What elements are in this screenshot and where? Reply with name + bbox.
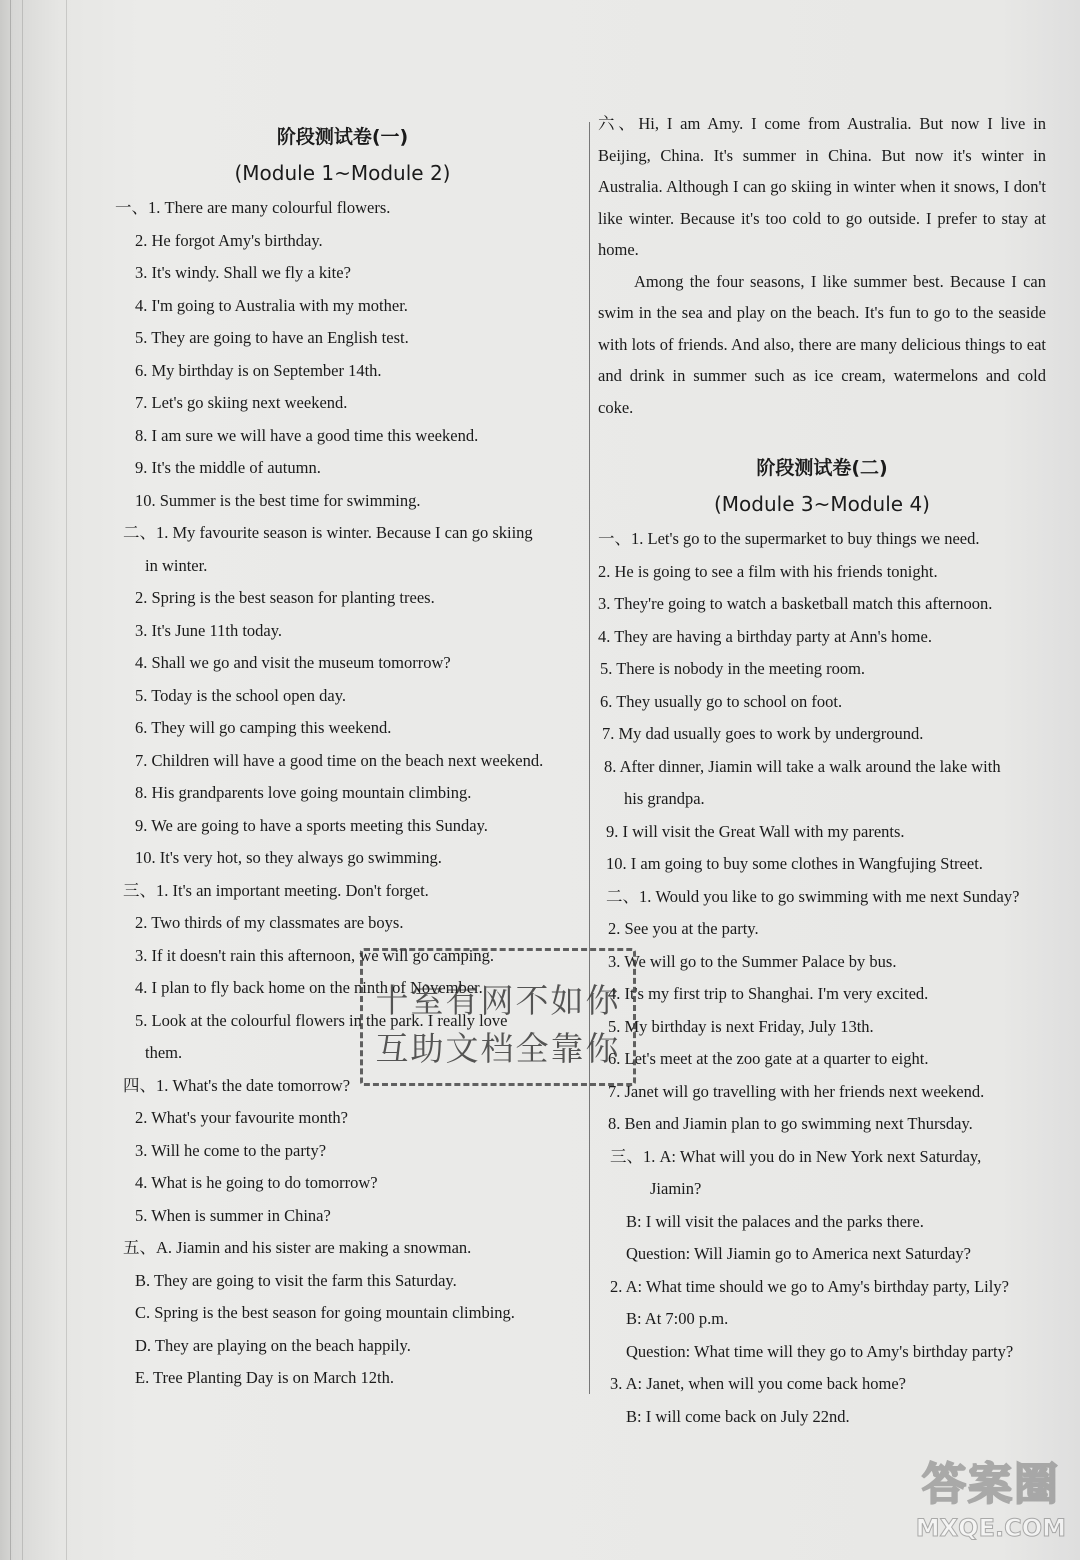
answer-line: 9. It's the middle of autumn. (135, 458, 321, 477)
answer-line: 7. Let's go skiing next weekend. (135, 393, 348, 412)
answer-line: Jiamin? (650, 1179, 702, 1198)
answer-line: his grandpa. (624, 789, 705, 808)
answer-line: 一、1. Let's go to the supermarket to buy things we need. (598, 529, 980, 548)
answer-line: 四、1. What's the date tomorrow? (123, 1075, 351, 1095)
section-subtitle: (Module 3~Module 4) (714, 492, 930, 516)
binding-edge (22, 0, 23, 1560)
answer-line: 6. They will go camping this weekend. (135, 718, 392, 737)
answer-line: 二、1. Would you like to go swimming with me next Sunday? (606, 886, 1020, 906)
answer-line: C. Spring is the best season for going mountain climbing. (135, 1303, 515, 1322)
stamp-text: 互助文档全靠你 (375, 1029, 621, 1068)
site-watermark (896, 1448, 1066, 1548)
answer-line: Question: Will Jiamin go to America next Saturday? (626, 1244, 972, 1263)
answer-line: 5. They are going to have an English test. (135, 328, 409, 347)
right-column (598, 108, 1046, 1433)
answer-line: B: I will visit the palaces and the parks there. (626, 1211, 924, 1231)
answer-line: 2. He is going to see a film with his friends tonight. (598, 561, 938, 581)
answer-line: 3. Will he come to the party? (135, 1140, 327, 1160)
answer-line: 2. He forgot Amy's birthday. (135, 230, 323, 250)
answer-line: them. (145, 1043, 183, 1062)
left-column (115, 120, 570, 1395)
answer-line: 9. I will visit the Great Wall with my parents. (606, 821, 905, 841)
answer-line: 6. Let's meet at the zoo gate at a quarter to eight. (608, 1049, 929, 1068)
answer-line: 7. Children will have a good time on the beach next weekend. (135, 750, 544, 770)
answer-line: 7. Janet will go travelling with her friends next weekend. (608, 1081, 985, 1101)
answer-line: 2. See you at the party. (608, 919, 759, 938)
answer-line: 5. There is nobody in the meeting room. (600, 659, 866, 678)
answer-line: 3. A: Janet, when will you come back home? (610, 1374, 907, 1393)
answer-line: 三、1. A: What will you do in New York next Saturday, (610, 1146, 982, 1166)
answer-line: 2. What's your favourite month? (135, 1108, 348, 1127)
answer-line: 10. I am going to buy some clothes in Wangfujing Street. (606, 854, 983, 873)
answer-line: 8. Ben and Jiamin plan to go swimming next Thursday. (608, 1114, 973, 1133)
answer-line: 3. We will go to the Summer Palace by bus. (608, 951, 897, 971)
answer-line: 9. We are going to have a sports meeting this Sunday. (135, 815, 488, 835)
answer-line: 五、A. Jiamin and his sister are making a snowman. (123, 1238, 472, 1257)
reading-passage (598, 108, 1046, 423)
answer-line: 3. They're going to watch a basketball match this afternoon. (598, 594, 993, 613)
answer-line: 5. When is summer in China? (135, 1205, 331, 1225)
answer-line: B: I will come back on July 22nd. (626, 1406, 850, 1426)
answer-line: B. They are going to visit the farm this Saturday. (135, 1270, 457, 1290)
answer-line: 2. Spring is the best season for planting trees. (135, 588, 435, 607)
answer-line: 5. Look at the colourful flowers in the park. I really love (135, 1010, 508, 1030)
column-divider (589, 122, 590, 1394)
watermark-logo: 答案圈 (922, 1459, 1060, 1510)
answer-line: 3. It's windy. Shall we fly a kite? (135, 263, 351, 282)
section-subtitle: (Module 1~Module 2) (234, 161, 451, 185)
answer-line: 2. Two thirds of my classmates are boys. (135, 913, 404, 932)
answer-line: 二、1. My favourite season is winter. Because I can go skiing (123, 523, 533, 542)
answer-line: 5. Today is the school open day. (135, 685, 347, 705)
answer-line: 8. After dinner, Jiamin will take a walk around the lake with (604, 756, 1001, 776)
answer-line: 4. What is he going to do tomorrow? (135, 1173, 378, 1192)
answer-line: 3. It's June 11th today. (135, 620, 283, 640)
binding-edge (10, 0, 11, 1560)
answer-line: 10. Summer is the best time for swimming. (135, 490, 421, 510)
answer-line: 4. I plan to fly back home on the ninth of November. (135, 978, 483, 997)
answer-line: E. Tree Planting Day is on March 12th. (135, 1368, 394, 1387)
answer-line: 5. My birthday is next Friday, July 13th. (608, 1016, 874, 1036)
passage-paragraph: 六、Hi, I am Amy. I come from Australia. But now I live in Beijing, China. It's summer in China. But now it's winter in Australia. Although I can go skiing in winter when it snows, I don't like winter. Because it's too cold to go outside. I prefer to stay at home. (598, 114, 1046, 259)
binding-edge (66, 0, 67, 1560)
section-title: 阶段测试卷(一) (276, 126, 409, 148)
stamp-text: 十室有网不如你 (375, 981, 621, 1020)
answer-line: 三、1. It's an important meeting. Don't forget. (123, 880, 429, 900)
answer-line: D. They are playing on the beach happily. (135, 1335, 411, 1355)
passage-paragraph: Among the four seasons, I like summer best. Because I can swim in the sea and play on the beach. It's fun to go to the seaside with lots of friends. And also, there are many delicious things to eat and drink in summer such as ice cream, watermelons and cold coke. (598, 271, 1046, 417)
answer-line: 3. If it doesn't rain this afternoon, we will go camping. (135, 945, 495, 965)
answer-line: 8. His grandparents love going mountain climbing. (135, 783, 472, 802)
answer-line: 4. Shall we go and visit the museum tomorrow? (135, 653, 451, 672)
answer-line: B: At 7:00 p.m. (626, 1309, 729, 1328)
answer-line: 6. They usually go to school on foot. (600, 691, 843, 711)
section-title: 阶段测试卷(二) (756, 457, 888, 479)
answer-line: 2. A: What time should we go to Amy's birthday party, Lily? (610, 1276, 1009, 1296)
answer-line: 4. I'm going to Australia with my mother. (135, 295, 408, 315)
watermark-url: MXQE.COM (915, 1514, 1066, 1542)
answer-line: 10. It's very hot, so they always go swimming. (135, 848, 442, 867)
answer-line: 8. I am sure we will have a good time this weekend. (135, 425, 479, 445)
answer-line: 4. They are having a birthday party at Ann's home. (598, 626, 932, 646)
answer-line: 7. My dad usually goes to work by underground. (602, 724, 924, 743)
answer-line: 4. It's my first trip to Shanghai. I'm very excited. (608, 984, 929, 1003)
answer-line: 一、1. There are many colourful flowers. (115, 198, 391, 217)
answer-line: 6. My birthday is on September 14th. (135, 360, 382, 380)
answer-line: in winter. (145, 555, 208, 575)
answer-line: Question: What time will they go to Amy's birthday party? (626, 1341, 1014, 1361)
